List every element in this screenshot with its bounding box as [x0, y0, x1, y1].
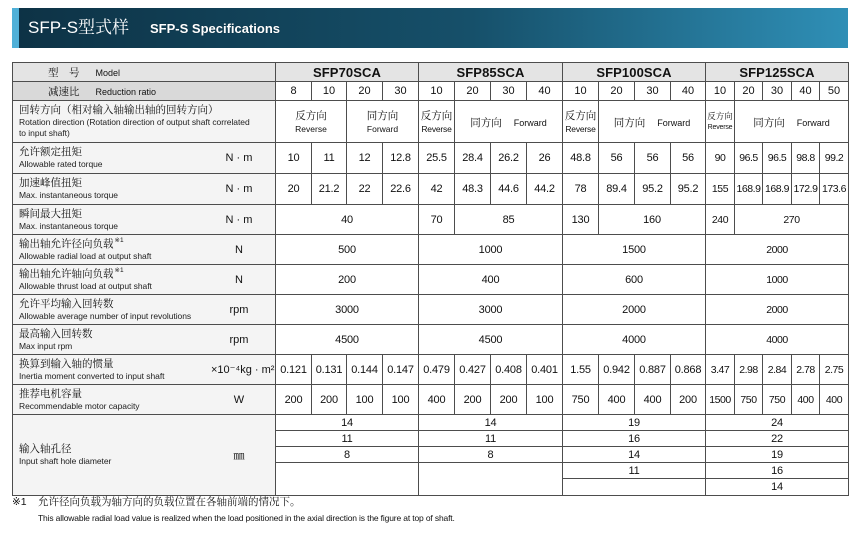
ratio-cell-sfp70sca: 30 — [383, 82, 419, 101]
thrust-load-row — [13, 265, 849, 295]
rated-torque-sfp100sca-value: 56 — [635, 143, 671, 174]
motor-capacity-sfp125sca-value: 400 — [820, 385, 849, 415]
inertia-moment-sfp70sca-value: 0.147 — [383, 355, 419, 385]
motor-capacity-sfp100sca-value: 400 — [599, 385, 635, 415]
direction-en: Forward — [657, 117, 691, 128]
hole-diameter-label — [13, 443, 275, 467]
radial-load-unit: N — [235, 243, 243, 256]
ratio-cell-sfp85sca: 10 — [419, 82, 455, 101]
max-input-speed-sfp125sca-value: 4000 — [706, 325, 849, 355]
inertia-moment-unit: ×10⁻⁴kg · m² — [211, 364, 275, 376]
footnote-ref-mark: ※1 — [114, 237, 124, 244]
motor-capacity-sfp125sca-value: 750 — [763, 385, 792, 415]
hole-diameter-label-text — [13, 443, 211, 467]
avg-input-speed-label-en: Allowable average number of input revolutions — [19, 310, 192, 321]
rated-torque-sfp70sca-value: 12.8 — [383, 143, 419, 174]
hole-diameter-sfp125sca-value: 16 — [706, 463, 849, 479]
rated-torque-sfp70sca-value: 10 — [276, 143, 312, 174]
model-sfp100sca: SFP100SCA — [563, 63, 706, 82]
inertia-moment-sfp100sca-value: 0.868 — [671, 355, 706, 385]
instant-max-torque-label-en: Max. instantaneous torque — [19, 220, 118, 231]
thrust-load-label-zh: 输出轴允许轴向负载 — [19, 267, 114, 280]
direction-en: Forward — [796, 117, 830, 128]
rotation-direction-sfp70sca-cell — [347, 101, 419, 143]
model-sfp70sca: SFP70SCA — [276, 63, 419, 82]
direction-zh: 同方向 — [470, 116, 502, 129]
radial-load-label-text — [13, 238, 211, 262]
instant-max-torque-label-cell — [13, 205, 276, 235]
title-bar — [12, 8, 848, 48]
radial-load-sfp85sca-value: 1000 — [419, 235, 563, 265]
accel-peak-torque-sfp125sca-value: 168.9 — [735, 174, 763, 205]
rated-torque-sfp125sca-value: 98.8 — [792, 143, 820, 174]
thrust-load-sfp70sca-value: 200 — [276, 265, 419, 295]
model-sfp85sca: SFP85SCA — [419, 63, 563, 82]
motor-capacity-sfp125sca-value: 750 — [735, 385, 763, 415]
ratio-label-zh: 减速比 — [48, 86, 80, 98]
instant-max-torque-sfp125sca-value: 240 — [706, 205, 735, 235]
ratio-cell-sfp70sca: 20 — [347, 82, 383, 101]
radial-load-label-cell — [13, 235, 276, 265]
inertia-moment-label-zh: 换算到输入轴的惯量 — [19, 357, 114, 370]
accel-peak-torque-label — [13, 177, 275, 201]
max-input-speed-label-en: Max input rpm — [19, 340, 73, 351]
max-input-speed-label — [13, 328, 275, 352]
hole-diameter-label-en: Input shaft hole diameter — [19, 456, 112, 466]
ratio-cell-sfp125sca: 40 — [792, 82, 820, 101]
inertia-moment-sfp70sca-value: 0.144 — [347, 355, 383, 385]
spec-table-head — [13, 63, 849, 101]
rated-torque-label-cell — [13, 143, 276, 174]
motor-capacity-label-en: Recommendable motor capacity — [19, 400, 140, 411]
hole-diameter-sfp100sca-empty — [563, 479, 706, 496]
direction-en: Reverse — [421, 123, 452, 134]
ratio-cell-sfp100sca: 20 — [599, 82, 635, 101]
hole-diameter-sfp125sca-value: 24 — [706, 415, 849, 431]
hole-diameter-sfp85sca-empty — [419, 463, 563, 496]
ratio-cell-sfp85sca: 20 — [455, 82, 491, 101]
footnote-en: This allowable radial load value is realized when the load positioned in the axial direction is the figure at top of shaft. — [38, 513, 455, 523]
hole-diameter-sfp100sca-value: 16 — [563, 431, 706, 447]
inertia-moment-sfp125sca-value: 3.47 — [706, 355, 735, 385]
motor-capacity-sfp85sca-value: 200 — [491, 385, 527, 415]
rotation-direction-label — [13, 104, 275, 139]
rated-torque-sfp100sca-value: 56 — [671, 143, 706, 174]
radial-load-sfp100sca-value: 1500 — [563, 235, 706, 265]
footnote-zh-line — [12, 494, 848, 510]
motor-capacity-sfp85sca-value: 200 — [455, 385, 491, 415]
accel-peak-torque-sfp70sca-value: 21.2 — [312, 174, 347, 205]
page-title: SFP-S型式样 — [28, 18, 130, 37]
rotation-direction-label-cell — [13, 101, 276, 143]
direction-zh: 反方向 — [707, 111, 733, 121]
hole-diameter-row — [13, 415, 849, 431]
ratio-cell-sfp125sca: 10 — [706, 82, 735, 101]
motor-capacity-sfp70sca-value: 100 — [383, 385, 419, 415]
rated-torque-label-zh: 允许额定扭矩 — [19, 146, 82, 158]
motor-capacity-label-zh-line — [19, 388, 211, 401]
max-input-speed-label-cell — [13, 325, 276, 355]
thrust-load-sfp125sca-value: 1000 — [706, 265, 849, 295]
hole-diameter-sfp85sca-value: 8 — [419, 447, 563, 463]
inertia-moment-label — [13, 358, 275, 382]
footnote-mark: ※1 — [12, 496, 27, 508]
model-label-en: Model — [95, 68, 121, 78]
footnote-zh: 允许径向负载为轴方向的负载位置在各轴前端的情况下。 — [38, 496, 301, 508]
accel-peak-torque-sfp125sca-value: 168.9 — [763, 174, 792, 205]
motor-capacity-sfp85sca-value: 100 — [527, 385, 563, 415]
rated-torque-label — [13, 146, 275, 170]
rated-torque-label-zh-line — [19, 146, 211, 159]
accel-peak-torque-sfp70sca-value: 22 — [347, 174, 383, 205]
ratio-cell-sfp85sca: 30 — [491, 82, 527, 101]
ratio-cell-sfp100sca: 30 — [635, 82, 671, 101]
title-accent-strip — [12, 8, 19, 48]
instant-max-torque-label-zh-line — [19, 208, 211, 221]
direction-en: Reverse — [295, 123, 327, 134]
direction-zh: 反方向 — [564, 109, 597, 122]
accel-peak-torque-sfp100sca-value: 95.2 — [671, 174, 706, 205]
accel-peak-torque-sfp100sca-value: 95.2 — [635, 174, 671, 205]
accel-peak-torque-unit: N · m — [225, 183, 253, 195]
accel-peak-torque-sfp100sca-value: 78 — [563, 174, 599, 205]
rated-torque-sfp85sca-value: 26.2 — [491, 143, 527, 174]
rated-torque-sfp100sca-value: 56 — [599, 143, 635, 174]
hole-diameter-sfp70sca-value: 8 — [276, 447, 419, 463]
avg-input-speed-label-text — [13, 298, 211, 322]
motor-capacity-label-text — [13, 388, 211, 412]
radial-load-row — [13, 235, 849, 265]
thrust-load-label-cell — [13, 265, 276, 295]
motor-capacity-sfp100sca-value: 750 — [563, 385, 599, 415]
hole-diameter-sfp125sca-value: 14 — [706, 479, 849, 496]
hole-diameter-sfp85sca-value: 11 — [419, 431, 563, 447]
motor-capacity-sfp100sca-value: 200 — [671, 385, 706, 415]
accel-peak-torque-sfp85sca-value: 48.3 — [455, 174, 491, 205]
accel-peak-torque-sfp100sca-value: 89.4 — [599, 174, 635, 205]
avg-input-speed-sfp100sca-value: 2000 — [563, 295, 706, 325]
motor-capacity-label-zh: 推荐电机容量 — [19, 387, 82, 400]
accel-peak-torque-label-zh: 加速峰值扭矩 — [19, 177, 82, 189]
hole-diameter-sfp70sca-empty — [276, 463, 419, 496]
rotation-direction-sfp125sca-cell — [706, 101, 735, 143]
rated-torque-unit: N · m — [225, 152, 253, 164]
spec-table — [12, 62, 849, 496]
radial-load-sfp125sca-value: 2000 — [706, 235, 849, 265]
hole-diameter-label-cell — [13, 415, 276, 496]
direction-zh: 反方向 — [295, 109, 327, 122]
ratio-cell-sfp70sca: 8 — [276, 82, 312, 101]
rotation-direction-sfp100sca-cell — [563, 101, 599, 143]
accel-peak-torque-sfp125sca-value: 173.6 — [820, 174, 849, 205]
thrust-load-unit: N — [235, 273, 243, 286]
hole-diameter-sfp125sca-value: 22 — [706, 431, 849, 447]
ratio-cell-sfp100sca: 10 — [563, 82, 599, 101]
avg-input-speed-sfp85sca-value: 3000 — [419, 295, 563, 325]
ratio-cell-sfp125sca: 30 — [763, 82, 792, 101]
inertia-moment-sfp85sca-value: 0.427 — [455, 355, 491, 385]
accel-peak-torque-sfp85sca-value: 42 — [419, 174, 455, 205]
radial-load-label-en: Allowable radial load at output shaft — [19, 250, 152, 261]
instant-max-torque-unit: N · m — [225, 213, 253, 226]
instant-max-torque-row — [13, 205, 849, 235]
direction-zh: 同方向 — [366, 109, 399, 122]
radial-load-label-zh-line — [19, 238, 211, 251]
thrust-load-sfp85sca-value: 400 — [419, 265, 563, 295]
rotation-direction-sfp100sca-cell — [599, 101, 706, 143]
motor-capacity-sfp100sca-value: 400 — [635, 385, 671, 415]
instant-max-torque-label-zh: 瞬间最大扭矩 — [19, 207, 82, 220]
rated-torque-label-text — [13, 146, 211, 170]
rotation-direction-sfp70sca-cell — [276, 101, 347, 143]
thrust-load-label — [13, 268, 275, 292]
model-label-zh: 型 号 — [48, 67, 80, 79]
max-input-speed-sfp85sca-value: 4500 — [419, 325, 563, 355]
inertia-moment-sfp85sca-value: 0.479 — [419, 355, 455, 385]
direction-en: Reverse — [565, 123, 596, 134]
max-input-speed-sfp70sca-value: 4500 — [276, 325, 419, 355]
inertia-moment-sfp70sca-value: 0.121 — [276, 355, 312, 385]
accel-peak-torque-label-text — [13, 177, 211, 201]
instant-max-torque-sfp100sca-value: 130 — [563, 205, 599, 235]
inertia-moment-label-text — [13, 358, 211, 382]
inertia-moment-sfp70sca-value: 0.131 — [312, 355, 347, 385]
inertia-moment-sfp125sca-value: 2.78 — [792, 355, 820, 385]
direction-zh: 同方向 — [753, 116, 785, 129]
model-label-cell — [13, 63, 276, 82]
instant-max-torque-label-text — [13, 208, 211, 232]
thrust-load-label-en: Allowable thrust load at output shaft — [19, 280, 152, 291]
ratio-row — [13, 82, 849, 101]
accel-peak-torque-sfp125sca-value: 155 — [706, 174, 735, 205]
instant-max-torque-sfp125sca-value: 270 — [735, 205, 849, 235]
max-input-speed-label-zh: 最高输入回转数 — [19, 327, 93, 340]
page-subtitle: SFP-S Specifications — [150, 21, 281, 36]
instant-max-torque-sfp70sca-value: 40 — [276, 205, 419, 235]
radial-load-sfp70sca-value: 500 — [276, 235, 419, 265]
avg-input-speed-row — [13, 295, 849, 325]
inertia-moment-sfp125sca-value: 2.75 — [820, 355, 849, 385]
model-sfp125sca: SFP125SCA — [706, 63, 849, 82]
rated-torque-label-en: Allowable rated torque — [19, 159, 103, 169]
inertia-moment-label-zh-line — [19, 358, 211, 371]
motor-capacity-sfp125sca-value: 1500 — [706, 385, 735, 415]
radial-load-label — [13, 238, 275, 262]
motor-capacity-label-cell — [13, 385, 276, 415]
rotation-direction-label-text — [13, 104, 257, 139]
rated-torque-sfp85sca-value: 25.5 — [419, 143, 455, 174]
hole-diameter-sfp125sca-value: 19 — [706, 447, 849, 463]
ratio-cell-sfp85sca: 40 — [527, 82, 563, 101]
accel-peak-torque-sfp85sca-value: 44.2 — [527, 174, 563, 205]
rated-torque-sfp125sca-value: 99.2 — [820, 143, 849, 174]
accel-peak-torque-row — [13, 174, 849, 205]
inertia-moment-sfp85sca-value: 0.401 — [527, 355, 563, 385]
footnote-ref-mark: ※1 — [114, 267, 124, 274]
direction-zh: 同方向 — [613, 116, 646, 129]
direction-en: Reverse — [707, 124, 733, 131]
instant-max-torque-sfp100sca-value: 160 — [599, 205, 706, 235]
spec-table-body — [13, 101, 849, 496]
inertia-moment-row — [13, 355, 849, 385]
rated-torque-row — [13, 143, 849, 174]
inertia-moment-sfp100sca-value: 0.887 — [635, 355, 671, 385]
hole-diameter-sfp70sca-value: 11 — [276, 431, 419, 447]
inertia-moment-sfp100sca-value: 0.942 — [599, 355, 635, 385]
max-input-speed-unit: rpm — [229, 333, 249, 346]
motor-capacity-sfp70sca-value: 200 — [276, 385, 312, 415]
rated-torque-sfp125sca-value: 96.5 — [735, 143, 763, 174]
inertia-moment-sfp125sca-value: 2.98 — [735, 355, 763, 385]
accel-peak-torque-label-en: Max. instantaneous torque — [19, 190, 118, 200]
instant-max-torque-sfp85sca-value: 85 — [455, 205, 563, 235]
accel-peak-torque-label-zh-line — [19, 177, 211, 190]
motor-capacity-sfp125sca-value: 400 — [792, 385, 820, 415]
accel-peak-torque-sfp70sca-value: 20 — [276, 174, 312, 205]
inertia-moment-label-en: Inertia moment converted to input shaft — [19, 370, 165, 381]
ratio-cell-sfp125sca: 50 — [820, 82, 849, 101]
rated-torque-sfp70sca-value: 12 — [347, 143, 383, 174]
max-input-speed-label-zh-line — [19, 328, 211, 341]
motor-capacity-unit: W — [233, 393, 245, 406]
thrust-load-sfp100sca-value: 600 — [563, 265, 706, 295]
rotation-direction-sfp85sca-cell — [419, 101, 455, 143]
hole-diameter-sfp100sca-value: 14 — [563, 447, 706, 463]
inertia-moment-label-cell — [13, 355, 276, 385]
direction-zh: 反方向 — [420, 109, 453, 122]
rotation-direction-label-zh-line — [19, 104, 257, 117]
direction-en: Forward — [366, 123, 399, 134]
rotation-direction-label-zh: 回转方向（相对输入轴输出轴的回转方向） — [19, 104, 219, 116]
ratio-cell-sfp70sca: 10 — [312, 82, 347, 101]
rated-torque-sfp70sca-value: 11 — [312, 143, 347, 174]
footnote — [12, 494, 848, 527]
accel-peak-torque-label-cell — [13, 174, 276, 205]
accel-peak-torque-sfp70sca-value: 22.6 — [383, 174, 419, 205]
ratio-label-cell — [13, 82, 276, 101]
rated-torque-sfp100sca-value: 48.8 — [563, 143, 599, 174]
ratio-cell-sfp125sca: 20 — [735, 82, 763, 101]
rotation-direction-row — [13, 101, 849, 143]
rated-torque-sfp85sca-value: 28.4 — [455, 143, 491, 174]
hole-diameter-label-zh: 输入轴孔径 — [19, 443, 72, 455]
rotation-direction-sfp125sca-cell — [735, 101, 849, 143]
avg-input-speed-label — [13, 298, 275, 322]
inertia-moment-sfp125sca-value: 2.84 — [763, 355, 792, 385]
model-row — [13, 63, 849, 82]
avg-input-speed-sfp70sca-value: 3000 — [276, 295, 419, 325]
direction-en: Forward — [513, 117, 547, 128]
thrust-load-label-text — [13, 268, 211, 292]
avg-input-speed-unit: rpm — [229, 303, 249, 316]
instant-max-torque-sfp85sca-value: 70 — [419, 205, 455, 235]
hole-diameter-sfp70sca-value: 14 — [276, 415, 419, 431]
thrust-load-label-zh-line — [19, 268, 211, 281]
hole-diameter-label-zh-line — [19, 443, 211, 456]
rotation-direction-sfp85sca-cell — [455, 101, 563, 143]
motor-capacity-sfp70sca-value: 200 — [312, 385, 347, 415]
hole-diameter-sfp85sca-value: 14 — [419, 415, 563, 431]
rated-torque-sfp125sca-value: 96.5 — [763, 143, 792, 174]
hole-diameter-sfp100sca-value: 11 — [563, 463, 706, 479]
instant-max-torque-label — [13, 208, 275, 232]
inertia-moment-sfp100sca-value: 1.55 — [563, 355, 599, 385]
avg-input-speed-label-cell — [13, 295, 276, 325]
avg-input-speed-label-zh: 允许平均输入回转数 — [19, 297, 114, 310]
rated-torque-sfp125sca-value: 90 — [706, 143, 735, 174]
ratio-label-en: Reduction ratio — [95, 87, 157, 97]
motor-capacity-sfp85sca-value: 400 — [419, 385, 455, 415]
avg-input-speed-label-zh-line — [19, 298, 211, 311]
max-input-speed-label-text — [13, 328, 211, 352]
rated-torque-sfp85sca-value: 26 — [527, 143, 563, 174]
motor-capacity-label — [13, 388, 275, 412]
max-input-speed-row — [13, 325, 849, 355]
accel-peak-torque-sfp85sca-value: 44.6 — [491, 174, 527, 205]
hole-diameter-sfp100sca-value: 19 — [563, 415, 706, 431]
avg-input-speed-sfp125sca-value: 2000 — [706, 295, 849, 325]
ratio-cell-sfp100sca: 40 — [671, 82, 706, 101]
radial-load-label-zh: 输出轴允许径向负载 — [19, 237, 114, 250]
accel-peak-torque-sfp125sca-value: 172.9 — [792, 174, 820, 205]
motor-capacity-sfp70sca-value: 100 — [347, 385, 383, 415]
hole-diameter-unit: ㎜ — [233, 450, 245, 462]
inertia-moment-sfp85sca-value: 0.408 — [491, 355, 527, 385]
max-input-speed-sfp100sca-value: 4000 — [563, 325, 706, 355]
rotation-direction-label-en: Rotation direction (Rotation direction of output shaft correlated to input shaft) — [19, 117, 250, 138]
motor-capacity-row — [13, 385, 849, 415]
